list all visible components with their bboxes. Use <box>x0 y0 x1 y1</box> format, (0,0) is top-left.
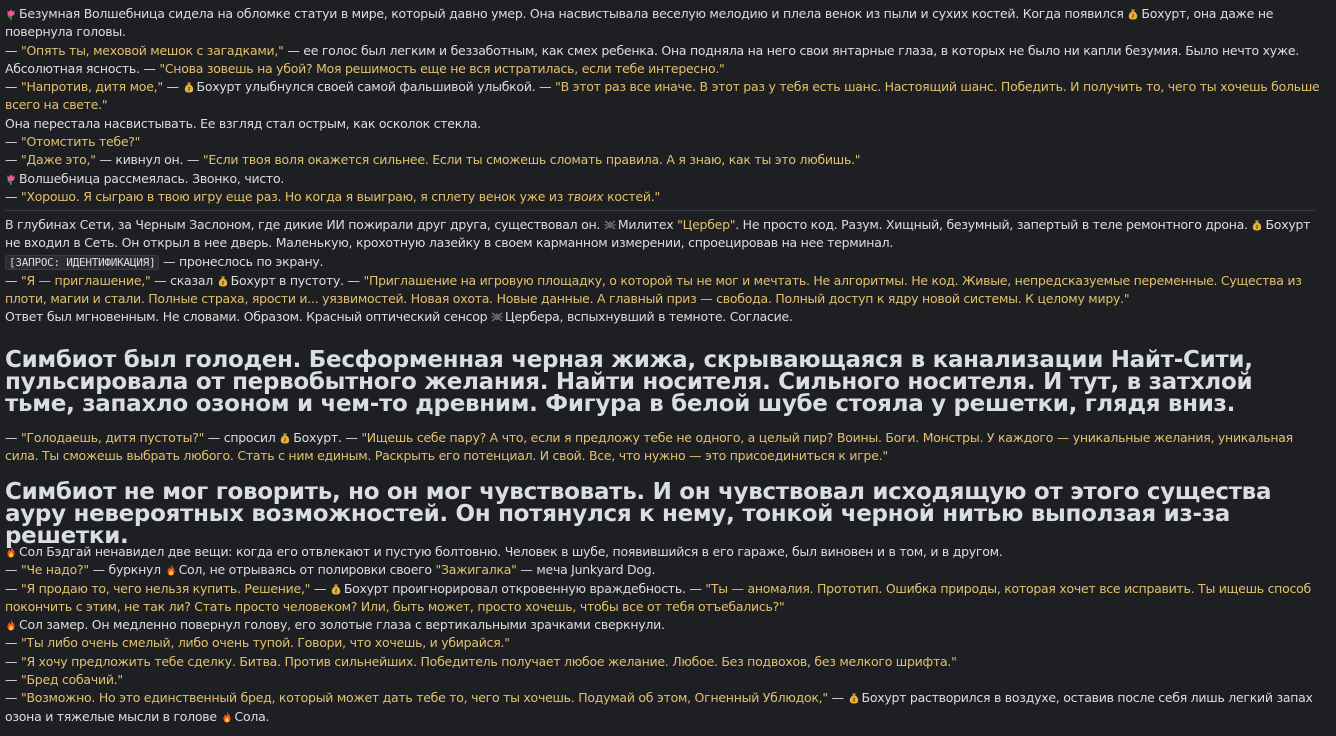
message-line <box>5 543 1327 561</box>
message-line <box>5 151 1327 169</box>
tulip-icon <box>5 173 17 185</box>
narration-text: Сол Бэдгай ненавидел две вещи: когда его отвлекают и пустую болтовню. Человек в шубе, появившийся в его гараже, был виновен и в том, и в другом. <box>19 544 1003 559</box>
dialogue-quote: "Снова зовешь на убой? Моя решимость еще не вся истратилась, если тебе интересно." <box>159 60 725 76</box>
fire-icon <box>165 564 177 576</box>
dash: — <box>5 580 21 596</box>
dash: — <box>5 690 21 706</box>
message-line <box>5 133 1327 151</box>
dash: — <box>5 653 21 669</box>
inline-code: [ЗАПРОС: ИДЕНТИФИКАЦИЯ] <box>5 255 159 270</box>
dialogue-quote: "Я продаю то, чего нельзя купить. Решение," <box>20 580 311 596</box>
narration-text: Бохурт в пустоту. — <box>230 272 364 288</box>
narration-text: — буркнул <box>88 562 165 578</box>
dash: — <box>5 672 21 688</box>
narration-text: Сол замер. Он медленно повернул голову, его золотые глаза с вертикальными зрачками сверкнули. <box>19 617 665 633</box>
money-bag-icon <box>217 275 229 287</box>
narration-text: Бохурт улыбнулся своей самой фальшивой улыбкой. — <box>196 79 556 95</box>
narration-text: Безумная Волшебница сидела на обломке статуи в мире, который давно умер. Она насвистывала веселую мелодию и плела венок из пыли и сухих костей. Когда появился <box>19 6 1128 21</box>
money-bag-icon <box>330 583 342 595</box>
message-line <box>5 216 1327 253</box>
dash: — <box>5 134 21 150</box>
fire-icon <box>5 619 17 631</box>
message-divider <box>5 210 1315 211</box>
message-line <box>5 689 1327 726</box>
dialogue-quote: "Ищешь себе пару? А что, если я предложу тебе не одного, а целый пир? Воины. Боги. Монстры. У каждого — уникальные желания, уникальная сила. Ты сможешь выбрать любого. Стать с ним единым. Раскрыть его потенциал. И свой. Все, что нужно — это присоединиться к игре." <box>5 430 1293 464</box>
message-line <box>5 634 1327 652</box>
dialogue-quote: "Я — приглашение," <box>20 272 151 288</box>
dialogue-quote: "Отомстить тебе?" <box>20 134 141 150</box>
message-line <box>5 616 1327 634</box>
dialogue-quote: "Опять ты, меховой мешок с загадками," <box>20 42 284 58</box>
narration-text: Бохурт, она даже не повернула головы. <box>5 6 1274 40</box>
spider-icon <box>604 219 616 231</box>
narration-text: В глубинах Сети, за Черным Заслоном, где дикие ИИ пожирали друг друга, существовал он. <box>5 217 604 232</box>
message-line <box>5 561 1327 579</box>
narration-text: Бохурт не входил в Сеть. Он открыл в нее дверь. Маленькую, крохотную лазейку в своем карманном измерении, спроецировав на нее терминал. <box>5 217 1311 251</box>
dash: — <box>5 152 21 168</box>
dialogue-quote: "Цербер" <box>677 217 736 232</box>
dialogue-quote: "Ты — аномалия. Прототип. Ошибка природы, которая хочет все исправить. Ты ищешь способ покончить с этим, не так ли? Стать просто человеком? Или, быть может, просто хочешь, чтобы все от тебя отъебались?" <box>5 580 1311 614</box>
message-block-symbiote <box>5 349 1327 415</box>
narration-text: Волшебница рассмеялась. Звонко, чисто. <box>19 170 285 186</box>
message-line: Она перестала насвистывать. Ее взгляд стал острым, как осколок стекла. <box>5 115 481 131</box>
narration-text: — сказал <box>150 272 217 288</box>
fire-icon <box>221 711 233 723</box>
narration-text: — спросил <box>204 430 280 445</box>
heading-text: Симбиот не мог говорить, но он мог чувствовать. И он чувствовал исходящую от этого существа ауру невероятных возможностей. Он потянулся к нему, тонкой черной нитью выползая из-за решетки. <box>5 479 1272 549</box>
dash: — <box>5 635 21 651</box>
narration-text: Бохурт растворился в воздухе, оставив после себя лишь легкий запах озона и тяжелые мысли в голове <box>5 690 1313 724</box>
dialogue-quote: "Ты либо очень смелый, либо очень тупой. Говори, что хочешь, и убирайся." <box>20 635 510 651</box>
dialogue-quote: "Даже это," <box>20 152 96 168</box>
dialogue-quote: "В этот раз все иначе. В этот раз у тебя есть шанс. Настоящий шанс. Победить. И получить то, чего ты хочешь больше всего на свете." <box>5 79 1320 113</box>
message-line <box>5 580 1327 617</box>
money-bag-icon <box>1127 8 1139 20</box>
message-line <box>5 78 1327 115</box>
dialogue-quote: "Че надо?" <box>20 562 89 578</box>
dialogue-quote: "Напротив, дитя мое," <box>20 79 163 95</box>
narration-text: Сола. <box>234 708 270 724</box>
spider-icon <box>491 311 503 323</box>
message-block-witch <box>5 5 1327 206</box>
dialogue-quote: "Возможно. Но это единственный бред, который может дать тебе то, чего ты хочешь. Подумай об этом, Огненный Ублюдок," <box>20 690 828 706</box>
dash: — <box>5 562 21 578</box>
dash: — <box>5 430 21 445</box>
message-line <box>5 671 1327 689</box>
tulip-icon <box>5 8 17 20</box>
dialogue-quote: "Голодаешь, дитя пустоты?" <box>20 430 205 445</box>
dialogue-quote: "Хорошо. Я сыграю в твою игру еще раз. Но когда я выиграю, я сплету венок уже из <box>20 188 567 204</box>
dash: — <box>827 690 848 706</box>
narration-text: Цербера, вспыхнувший в темноте. Согласие. <box>505 309 793 325</box>
money-bag-icon <box>279 432 291 444</box>
narration-text: Милитех <box>617 217 678 232</box>
message-block-symbiote-heading2 <box>5 481 1327 547</box>
money-bag-icon <box>1251 219 1263 231</box>
money-bag-icon <box>848 692 860 704</box>
message-line <box>5 653 1327 671</box>
narration-text: Сол, не отрываясь от полировки своего <box>178 562 436 578</box>
fire-icon <box>5 546 17 558</box>
message-block-symbiote-dialogue <box>5 429 1327 466</box>
money-bag-icon <box>183 81 195 93</box>
narration-text: — меча Junkyard Dog. <box>516 562 656 578</box>
dialogue-quote: "Зажигалка" <box>435 562 517 578</box>
narration-text: — кивнул он. — <box>95 152 203 168</box>
emphasis-text: твоих <box>566 188 604 204</box>
dialogue-quote: "Бред собачий." <box>20 672 123 688</box>
message-line <box>5 170 1327 188</box>
message-line <box>5 308 1327 326</box>
dash: — <box>310 580 330 596</box>
message-line <box>5 42 1327 79</box>
dialogue-quote: "Приглашение на игровую площадку, о которой ты не мог и мечтать. Не алгоритмы. Не код. Живые, непредсказуемые переменные. Существа из плоти, магии и стали. Полные страха, ярости и... уязвимостей. Новая охота. Новые данные. А главный приз — свобода. Полный доступ к ядру новой системы. К целому миру." <box>5 272 1302 307</box>
dash: — <box>5 272 21 288</box>
message-line <box>5 253 1327 272</box>
narration-text: Бохурт проигнорировал откровенную враждебность. — <box>343 580 706 596</box>
dash: — <box>5 42 21 58</box>
dialogue-quote: "Если твоя воля окажется сильнее. Если ты сможешь сломать правила. А я знаю, как ты это любишь." <box>202 152 861 168</box>
narration-text: Ответ был мгновенным. Не словами. Образом. Красный оптический сенсор <box>5 309 492 325</box>
message-line <box>5 5 1327 42</box>
narration-text: . Не просто код. Разум. Хищный, безумный, запертый в теле ремонтного дрона. <box>735 217 1252 232</box>
dash: — <box>5 188 21 204</box>
message-line <box>5 188 1327 206</box>
message-line <box>5 272 1327 309</box>
dash: — <box>162 79 183 95</box>
dash: — <box>5 79 21 95</box>
dialogue-quote: "Я хочу предложить тебе сделку. Битва. Против сильнейших. Победитель получает любое желание. Любое. Без подвохов, без мелкого шрифта." <box>20 653 957 669</box>
dialogue-quote: костей." <box>603 188 660 204</box>
narration-text: — ее голос был легким и беззаботным, как смех ребенка. Она подняла на него свои янтарные глаза, в которых не было ни капли безумия. Было нечто хуже. Абсолютная ясность. — <box>5 42 1299 76</box>
narration-text: — пронеслось по экрану. <box>159 253 324 269</box>
message-block-cerberus <box>5 216 1327 327</box>
narration-text: Бохурт. — <box>293 430 362 445</box>
message-line <box>5 429 1327 466</box>
heading-text: Симбиот был голоден. Бесформенная черная жижа, скрывающаяся в канализации Найт-Сити, пульсировала от первобытного желания. Найти носителя. Сильного носителя. И тут, в затхлой тьме, запахло озоном и чем-то древним. Фигура в белой шубе стояла у решетки, глядя вниз. <box>5 347 1253 417</box>
message-block-sol <box>5 543 1327 726</box>
